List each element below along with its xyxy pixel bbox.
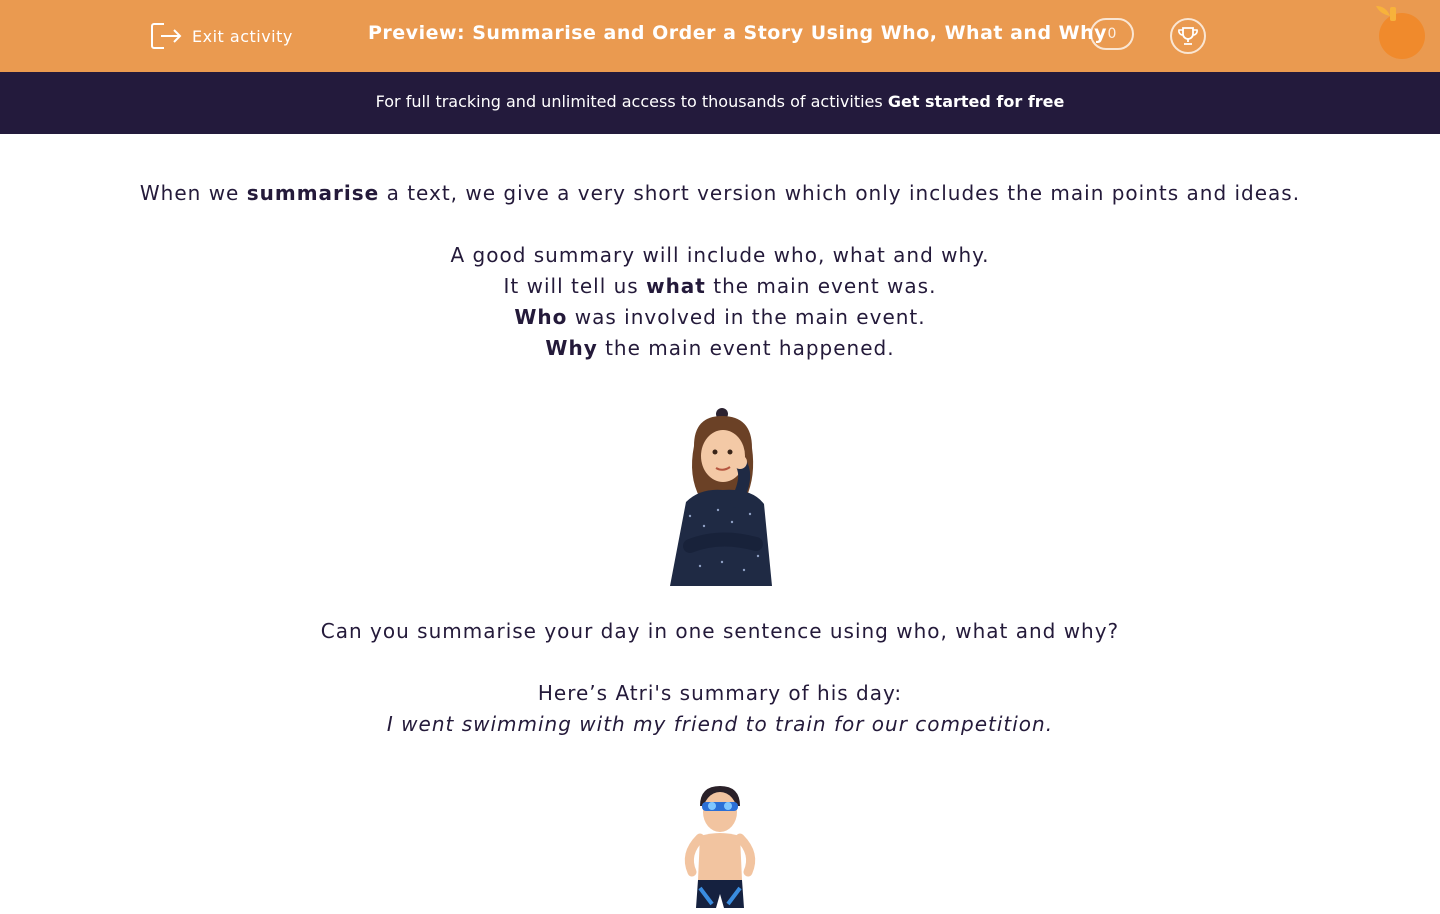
intro-text: When we: [139, 181, 247, 205]
banner-text: For full tracking and unlimited access to thousands of activities: [375, 92, 888, 111]
page-title: Preview: Summarise and Order a Story Using Who, What and Why: [368, 22, 1108, 44]
score-badge: 0: [1090, 18, 1134, 50]
thinking-girl-illustration: [660, 406, 780, 586]
example-intro: Here’s Atri's summary of his day:: [537, 681, 903, 705]
swimmer-boy-image: [0, 784, 1440, 914]
promo-banner: [0, 72, 1440, 134]
swimmer-boy-illustration: [670, 784, 770, 914]
lesson-content: [0, 178, 1440, 914]
thinking-girl-image: [0, 406, 1440, 586]
intro-text-end: a text, we give a very short version which only includes the main points and ideas.: [379, 181, 1301, 205]
line3-text: was involved in the main event.: [567, 305, 926, 329]
trophy-button[interactable]: [1170, 18, 1206, 54]
line2-text-end: the main event was.: [705, 274, 937, 298]
intro-paragraph: [0, 178, 1440, 209]
question-text: Can you summarise your day in one sentence using who, what and why?: [320, 619, 1120, 643]
summary-line-2: [0, 271, 1440, 302]
trophy-icon: [1177, 26, 1199, 46]
exit-activity-button[interactable]: [150, 20, 293, 52]
line4-bold: Why: [545, 336, 598, 360]
line2-text: It will tell us: [503, 274, 647, 298]
exit-label: Exit activity: [192, 26, 293, 46]
line3-bold: Who: [514, 305, 568, 329]
exit-icon: [150, 22, 182, 50]
summary-line-3: [0, 302, 1440, 333]
example-sentence: I went swimming with my friend to train for our competition.: [386, 712, 1054, 736]
get-started-link[interactable]: Get started for free: [887, 92, 1065, 111]
top-bar: [0, 0, 1440, 72]
orange-logo-icon: [1372, 4, 1432, 64]
line2-bold: what: [646, 274, 706, 298]
intro-bold: summarise: [246, 181, 380, 205]
summary-line-4: [0, 333, 1440, 364]
line4-text: the main event happened.: [597, 336, 895, 360]
summary-line-1: A good summary will include who, what and why.: [450, 243, 990, 267]
